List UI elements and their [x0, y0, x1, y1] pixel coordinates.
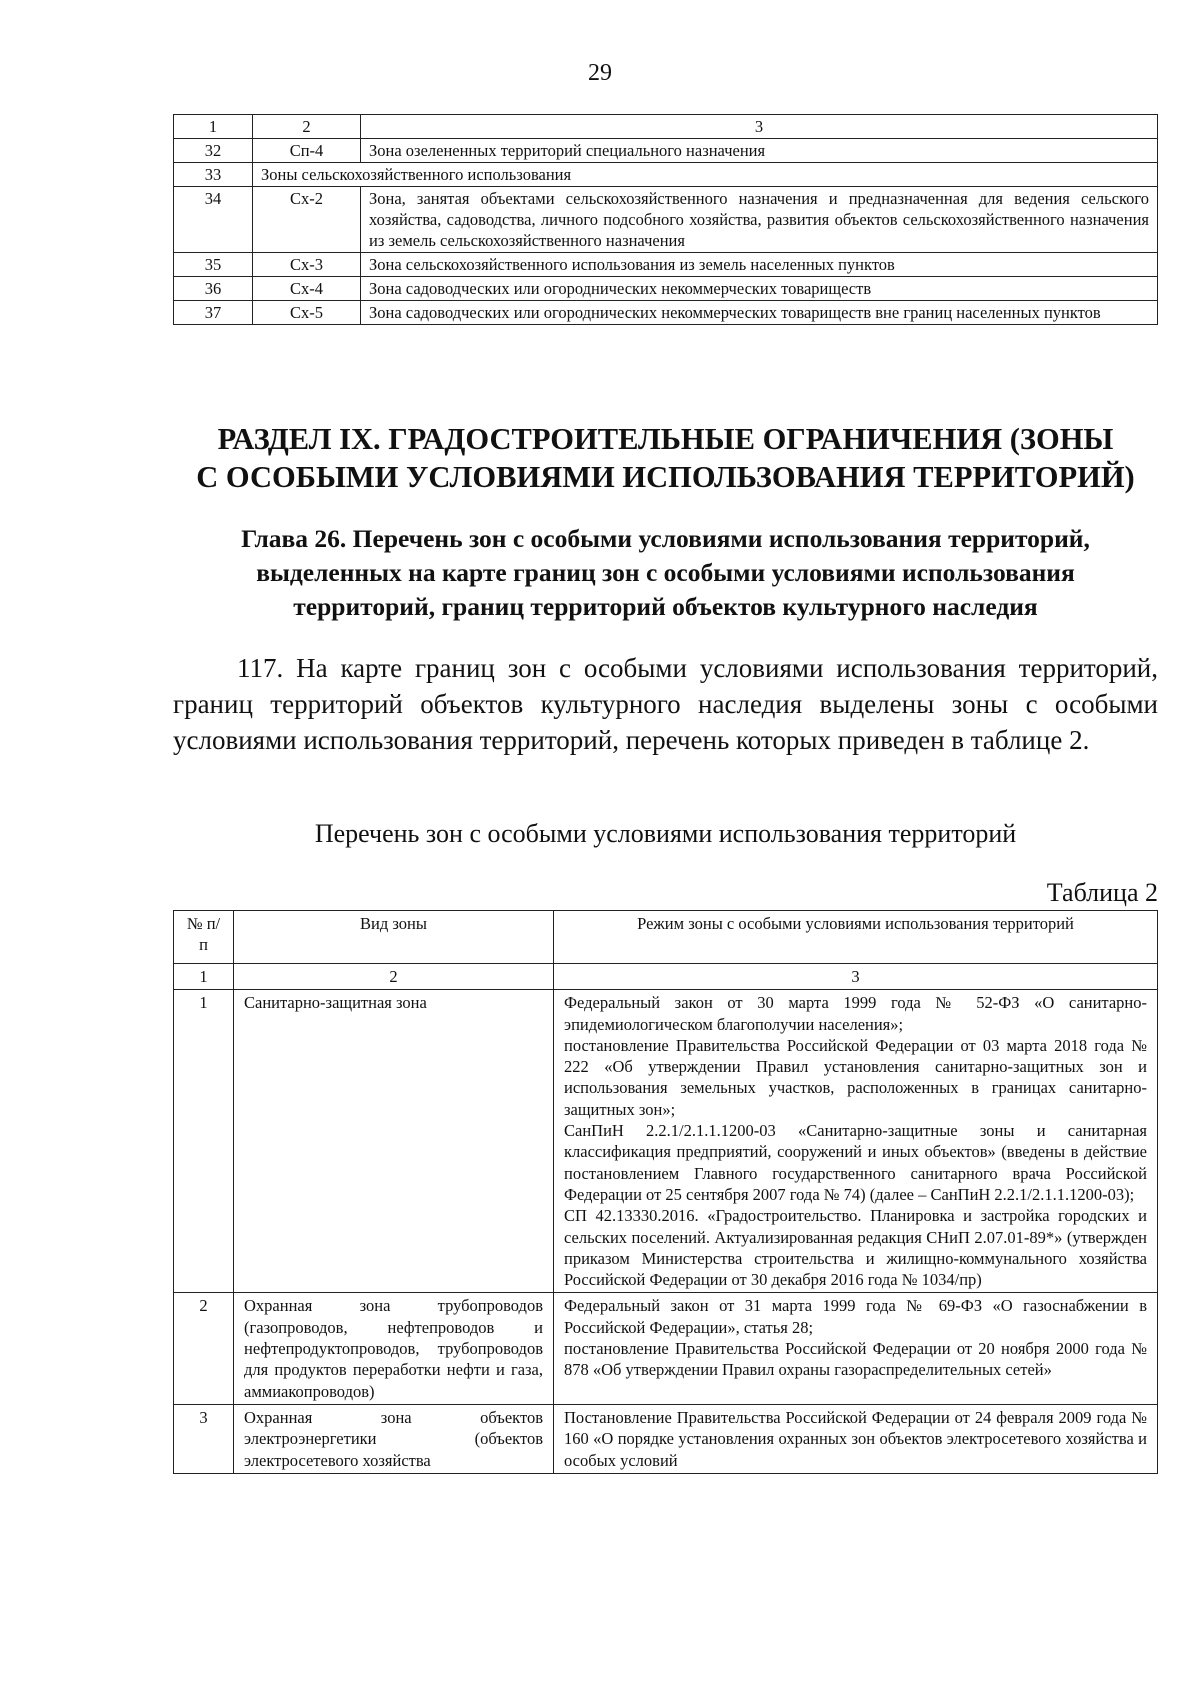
zone-description: Зона озелененных территорий специального назначения — [361, 139, 1158, 163]
regime-paragraph: Федеральный закон от 30 марта 1999 года № 52-ФЗ «О санитарно-эпидемиологическом благополучии населения»; — [564, 993, 1147, 1034]
zones-table-continued — [173, 114, 1158, 325]
table-caption: Перечень зон с особыми условиями использования территорий — [314, 819, 1017, 848]
zone-code: Сх-4 — [253, 277, 361, 301]
zone-regime — [554, 1293, 1158, 1404]
zone-code: Сх-3 — [253, 253, 361, 277]
chapter-heading-line: выделенных на карте границ зон с особыми условиями использования — [256, 558, 1075, 587]
column-index: 1 — [174, 115, 253, 139]
zone-code: Сх-5 — [253, 301, 361, 325]
column-index: 1 — [174, 964, 234, 990]
section-heading — [173, 420, 1158, 496]
row-number: 33 — [174, 163, 253, 187]
chapter-heading — [173, 522, 1158, 624]
table-row — [174, 1404, 1158, 1473]
paragraph-117: 117. На карте границ зон с особыми условиями использования территорий, границ территорий объектов культурного наследия выделены зоны с особыми условиями использования территорий, перечень которых приведен в таблице 2. — [173, 653, 1158, 755]
column-index: 3 — [554, 964, 1158, 990]
zone-regime — [554, 990, 1158, 1293]
zone-description: Зона сельскохозяйственного использования из земель населенных пунктов — [361, 253, 1158, 277]
table-header-row — [174, 911, 1158, 964]
table-group-row — [174, 163, 1158, 187]
table-row — [174, 253, 1158, 277]
row-number: 3 — [174, 1404, 234, 1473]
column-index: 3 — [361, 115, 1158, 139]
zone-type: Охранная зона объектов электроэнергетики (объектов электросетевого хозяйства — [234, 1404, 554, 1473]
table-row — [174, 277, 1158, 301]
zone-code: Сп-4 — [253, 139, 361, 163]
regime-paragraph: Постановление Правительства Российской Федерации от 24 февраля 2009 года № 160 «О порядке установления охранных зон объектов электросетевого хозяйства и особых условий — [564, 1407, 1147, 1470]
zone-description: Зона садоводческих или огороднических некоммерческих товариществ вне границ населенных пунктов — [361, 301, 1158, 325]
section-heading-line: С ОСОБЫМИ УСЛОВИЯМИ ИСПОЛЬЗОВАНИЯ ТЕРРИТОРИЙ) — [196, 460, 1135, 494]
table-row — [174, 990, 1158, 1293]
column-index: 2 — [253, 115, 361, 139]
restricted-zones-table — [173, 910, 1158, 1474]
zone-regime — [554, 1404, 1158, 1473]
regime-paragraph: Федеральный закон от 31 марта 1999 года № 69-ФЗ «О газоснабжении в Российской Федерации», статья 28; — [564, 1296, 1147, 1337]
column-index: 2 — [234, 964, 554, 990]
chapter-heading-line: Глава 26. Перечень зон с особыми условиями использования территорий, — [241, 524, 1090, 553]
regime-paragraph: постановление Правительства Российской Федерации от 20 ноября 2000 года № 878 «Об утверждении Правил охраны газораспределительных сетей» — [564, 1339, 1147, 1380]
header-zone-type: Вид зоны — [234, 911, 554, 964]
chapter-heading-line: территорий, границ территорий объектов культурного наследия — [293, 592, 1038, 621]
row-number: 1 — [174, 990, 234, 1293]
table-row — [174, 301, 1158, 325]
zone-type: Охранная зона трубопроводов (газопроводов, нефтепроводов и нефтепродуктопроводов, трубопроводов для продуктов переработки нефти и газа, аммиакопроводов) — [234, 1293, 554, 1404]
zone-description: Зона садоводческих или огороднических некоммерческих товариществ — [361, 277, 1158, 301]
table-row — [174, 139, 1158, 163]
row-number: 2 — [174, 1293, 234, 1404]
table-label: Таблица 2 — [1046, 878, 1158, 907]
section-heading-line: РАЗДЕЛ IX. ГРАДОСТРОИТЕЛЬНЫЕ ОГРАНИЧЕНИЯ (ЗОНЫ — [217, 422, 1114, 456]
table-index-row — [174, 964, 1158, 990]
row-number: 32 — [174, 139, 253, 163]
regime-paragraph: постановление Правительства Российской Федерации от 03 марта 2018 года № 222 «Об утверждении Правил установления санитарно-защитных зон и использования земельных участков, расположенных в границах санитарно-защитных зон»; — [564, 1035, 1147, 1119]
header-zone-regime: Режим зоны с особыми условиями использования территорий — [554, 911, 1158, 964]
zone-description: Зона, занятая объектами сельскохозяйственного назначения и предназначенная для ведения сельского хозяйства, садоводства, личного подсобного хозяйства, развития объектов сельскохозяйственного назначения из земель сельскохозяйственного назначения — [361, 187, 1158, 253]
page-number: 29 — [588, 60, 612, 86]
regime-paragraph: СП 42.13330.2016. «Градостроительство. Планировка и застройка городских и сельских поселений. Актуализированная редакция СНиП 2.07.01-89*» (утвержден приказом Министерства строительства и жилищно-коммунального хозяйства Российской Федерации от 30 декабря 2016 года № 1034/пр) — [564, 1206, 1147, 1290]
row-number: 34 — [174, 187, 253, 253]
zone-type: Санитарно-защитная зона — [234, 990, 554, 1293]
header-number: № п/п — [174, 911, 234, 964]
row-number: 37 — [174, 301, 253, 325]
zone-group-title: Зоны сельскохозяйственного использования — [253, 163, 1158, 187]
table-row — [174, 187, 1158, 253]
row-number: 36 — [174, 277, 253, 301]
zone-code: Сх-2 — [253, 187, 361, 253]
table-row — [174, 1293, 1158, 1404]
regime-paragraph: СанПиН 2.2.1/2.1.1.1200-03 «Санитарно-защитные зоны и санитарная классификация предприятий, сооружений и иных объектов» (введены в действие постановлением Главного государственного санитарного врача Российской Федерации от 25 сентября 2007 года № 74) (далее – СанПиН 2.2.1/2.1.1.1200-03); — [564, 1121, 1147, 1204]
row-number: 35 — [174, 253, 253, 277]
table-index-row — [174, 115, 1158, 139]
